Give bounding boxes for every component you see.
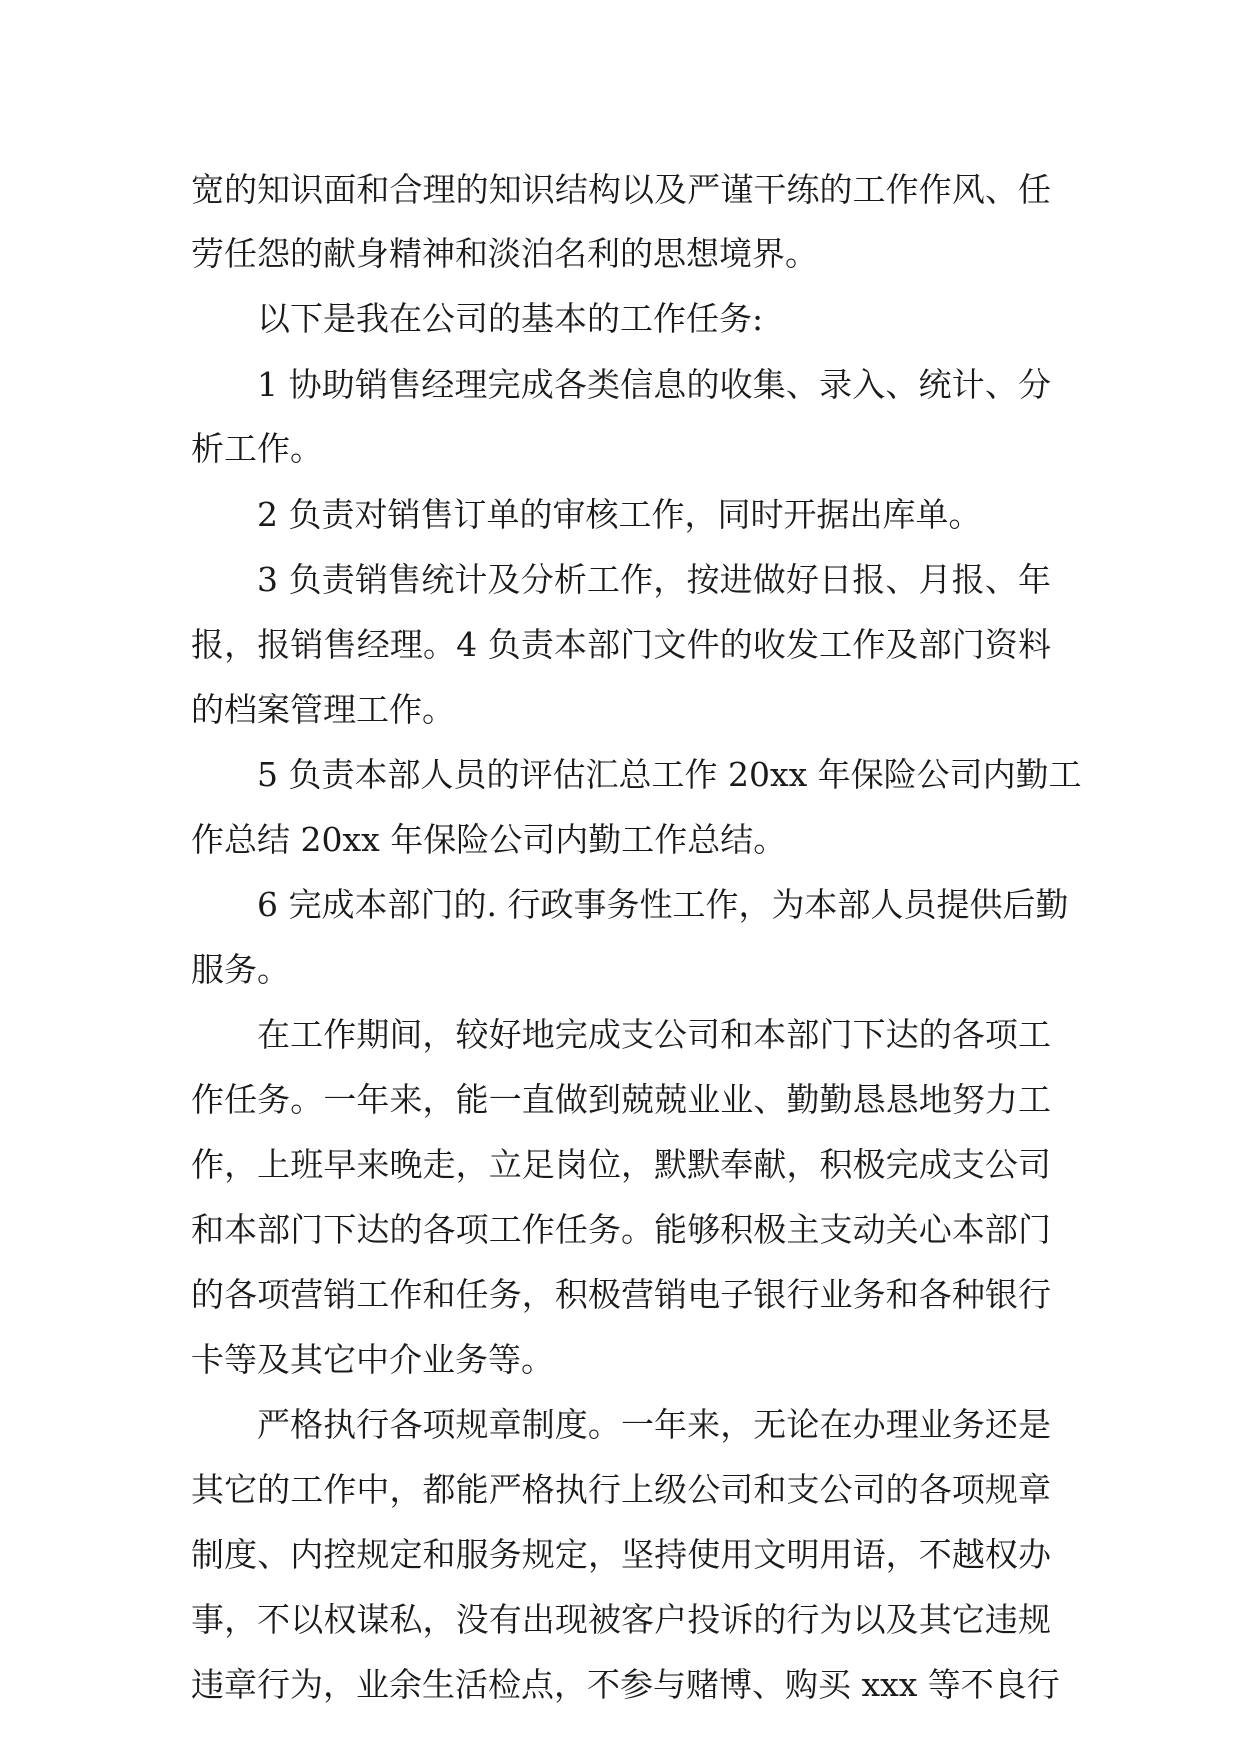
text-line: 作，上班早来晚走，立足岗位，默默奉献，积极完成支公司	[191, 1145, 1051, 1184]
text-line: 严格执行各项规章制度。一年来，无论在办理业务还是	[257, 1405, 1051, 1444]
text-line: 作任务。一年来，能一直做到兢兢业业、勤勤恳恳地努力工	[191, 1080, 1051, 1119]
text-line: 宽的知识面和合理的知识结构以及严谨干练的工作作风、任	[191, 170, 1051, 209]
text-line: 劳任怨的献身精神和淡泊名利的思想境界。	[191, 234, 818, 273]
text-line: 3 负责销售统计及分析工作，按进做好日报、月报、年	[257, 560, 1051, 599]
text-line: 服务。	[191, 950, 290, 989]
text-line: 的各项营销工作和任务，积极营销电子银行业务和各种银行	[191, 1275, 1051, 1314]
text-line: 6 完成本部门的. 行政事务性工作，为本部人员提供后勤	[257, 885, 1069, 924]
text-line: 卡等及其它中介业务等。	[191, 1340, 554, 1379]
text-line: 事，不以权谋私，没有出现被客户投诉的行为以及其它违规	[191, 1600, 1051, 1639]
text-line: 报，报销售经理。4 负责本部门文件的收发工作及部门资料	[191, 625, 1051, 664]
text-line: 2 负责对销售订单的审核工作，同时开据出库单。	[257, 495, 982, 534]
text-line: 和本部门下达的各项工作任务。能够积极主支动关心本部门	[191, 1210, 1051, 1249]
text-line: 其它的工作中，都能严格执行上级公司和支公司的各项规章	[191, 1470, 1051, 1509]
text-line: 作总结 20xx 年保险公司内勤工作总结。	[191, 820, 787, 859]
text-line: 以下是我在公司的基本的工作任务:	[257, 299, 764, 338]
text-line: 1 协助销售经理完成各类信息的收集、录入、统计、分	[257, 365, 1051, 404]
text-line: 析工作。	[191, 429, 323, 468]
text-line: 在工作期间，较好地完成支公司和本部门下达的各项工	[257, 1015, 1051, 1054]
text-line: 制度、内控规定和服务规定，坚持使用文明用语，不越权办	[191, 1535, 1051, 1574]
text-line: 违章行为，业余生活检点，不参与赌博、购买 xxx 等不良行	[191, 1665, 1060, 1704]
text-line: 5 负责本部人员的评估汇总工作 20xx 年保险公司内勤工	[257, 755, 1082, 794]
text-line: 的档案管理工作。	[191, 690, 455, 729]
